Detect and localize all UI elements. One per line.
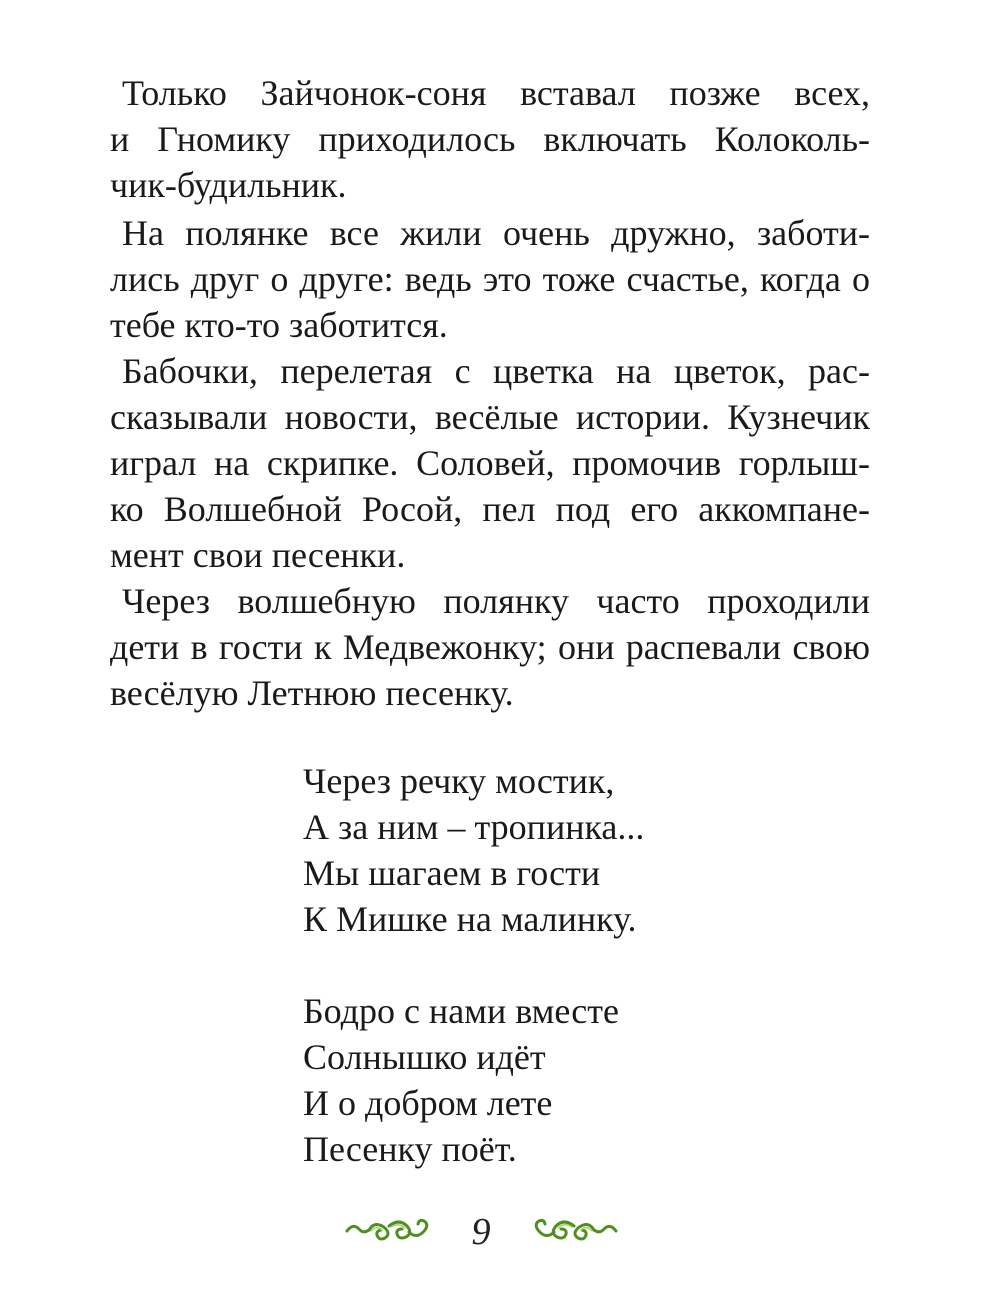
- right-swirl-ornament-icon: [530, 1214, 620, 1248]
- paragraph-3-line-3: играл на скрипке. Соловей, промочив горлыш-: [110, 443, 870, 483]
- left-swirl-ornament-icon: [343, 1214, 433, 1248]
- paragraph-4-line-2: дети в гости к Медвежонку; они распевали свою: [110, 627, 870, 667]
- paragraph-1-line-3: чик-будильник.: [110, 165, 347, 205]
- page-footer: [0, 1210, 1000, 1260]
- verse-2-line-1: Бодро с нами вместе: [303, 991, 619, 1031]
- verse-2-line-3: И о добром лете: [303, 1083, 553, 1123]
- paragraph-2-line-2: лись друг о друге: ведь это тоже счастье, когда о: [110, 259, 870, 299]
- paragraph-4-line-3: весёлую Летнюю песенку.: [110, 673, 514, 713]
- paragraph-3-line-2: сказывали новости, весёлые истории. Кузнечик: [110, 397, 870, 437]
- verse-2-line-2: Солнышко идёт: [303, 1037, 546, 1077]
- page-number: 9: [471, 1211, 491, 1253]
- paragraph-4-line-1: Через волшебную полянку часто проходили: [122, 581, 870, 621]
- paragraph-3-line-5: мент свои песенки.: [110, 535, 406, 575]
- verse-1-line-2: А за ним – тропинка...: [303, 807, 645, 847]
- verse-1-line-4: К Мишке на малинку.: [303, 899, 637, 939]
- verse-1-line-1: Через речку мостик,: [303, 761, 615, 801]
- verse-1-line-3: Мы шагаем в гости: [303, 853, 601, 893]
- paragraph-3-line-1: Бабочки, перелетая с цветка на цветок, рас-: [122, 351, 870, 391]
- paragraph-2-line-1: На полянке все жили очень дружно, заботи-: [122, 213, 870, 253]
- paragraph-1-line-2: и Гномику приходилось включать Колоколь-: [110, 119, 870, 159]
- verse-2-line-4: Песенку поёт.: [303, 1129, 517, 1169]
- paragraph-3-line-4: ко Волшебной Росой, пел под его аккомпане-: [110, 489, 870, 529]
- paragraph-2-line-3: тебе кто-то заботится.: [110, 305, 448, 345]
- paragraph-1-line-1: Только Зайчонок-соня вставал позже всех,: [122, 73, 870, 113]
